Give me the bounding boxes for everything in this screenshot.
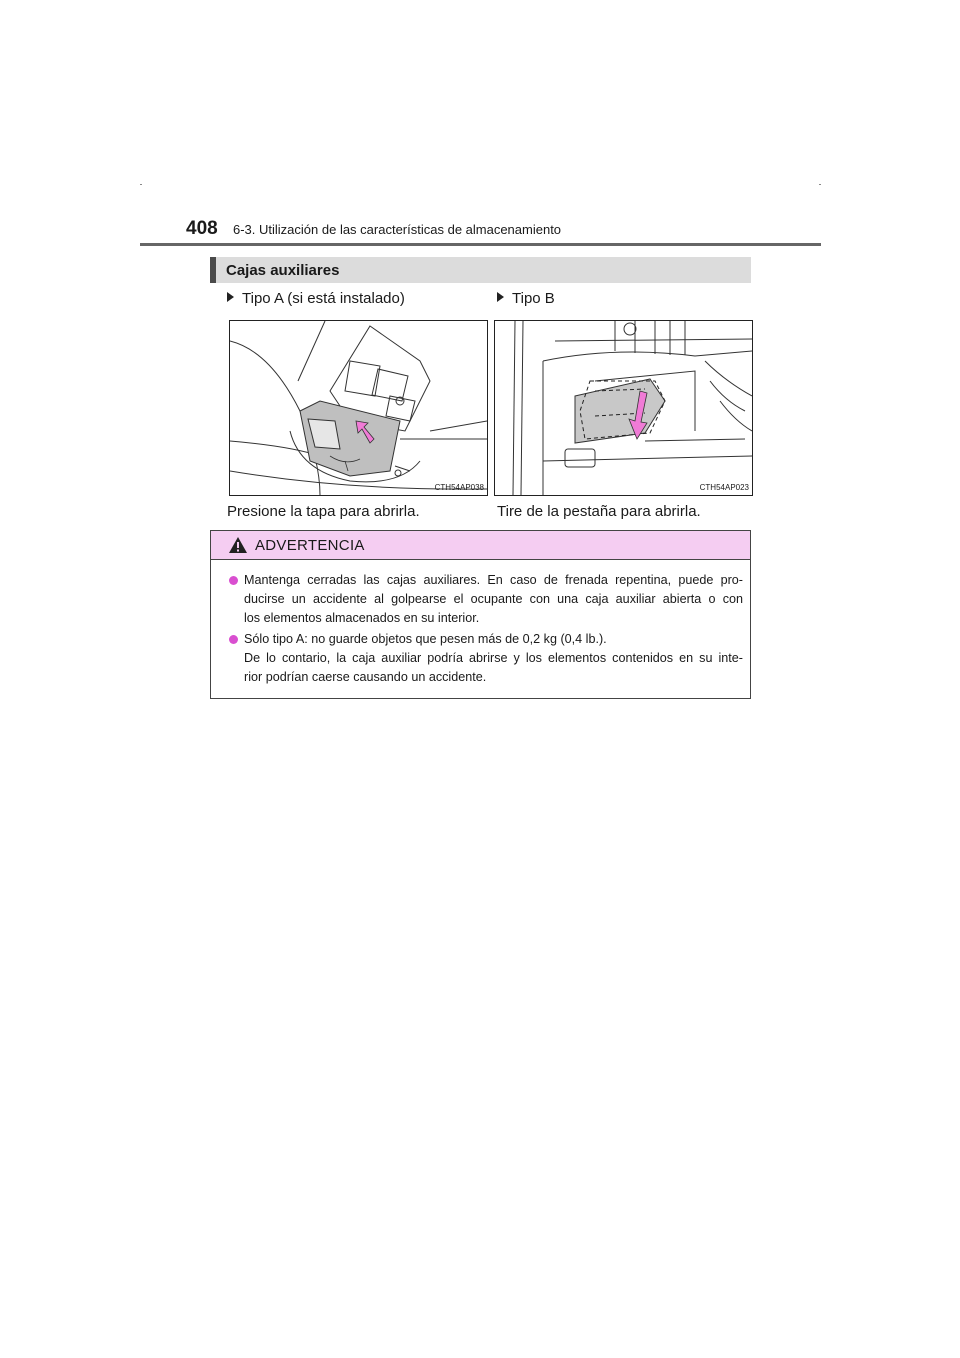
figure-type-b xyxy=(494,320,753,496)
header-rule xyxy=(140,243,821,246)
warning-text-line: rior podrían caerse causando un accidente. xyxy=(244,670,487,684)
figure-type-a xyxy=(229,320,488,496)
warning-item xyxy=(229,571,743,628)
overhead-console-illustration xyxy=(230,321,487,495)
dashboard-box-illustration xyxy=(495,321,752,495)
warning-item xyxy=(229,630,743,687)
crop-mark-left xyxy=(140,184,142,185)
crop-mark-right xyxy=(819,184,821,185)
warning-title: ADVERTENCIA xyxy=(255,537,365,554)
figure-caption-type-a: Presione la tapa para abrirla. xyxy=(227,503,420,520)
page-number: 408 xyxy=(186,218,218,239)
section-accent xyxy=(210,257,216,283)
warning-text-line: los elementos almacenados en su interior. xyxy=(244,611,480,625)
section-title: Cajas auxiliares xyxy=(226,262,340,279)
figure-code: CTH54AP038 xyxy=(434,483,484,492)
figure-label-type-a xyxy=(227,290,405,307)
bullet-icon xyxy=(229,635,238,644)
bullet-icon xyxy=(229,576,238,585)
warning-header xyxy=(211,531,750,560)
warning-text-line: Mantenga cerradas las cajas auxiliares. En caso de frenada repentina, puede pro- xyxy=(244,573,743,587)
warning-text-line: ducirse un accidente al golpearse el ocupante con una caja auxiliar abierta o con xyxy=(244,592,743,606)
section-heading-bar xyxy=(210,257,751,283)
triangle-bullet-icon xyxy=(497,292,504,302)
figure-caption-type-b: Tire de la pestaña para abrirla. xyxy=(497,503,701,520)
figure-label-text: Tipo B xyxy=(512,290,555,307)
warning-box xyxy=(210,530,751,699)
warning-text-line: De lo contario, la caja auxiliar podría abrirse y los elementos contenidos en su inte- xyxy=(244,651,743,665)
triangle-bullet-icon xyxy=(227,292,234,302)
figure-label-text: Tipo A (si está instalado) xyxy=(242,290,405,307)
chapter-title: 6-3. Utilización de las características de almacenamiento xyxy=(233,222,562,237)
figure-code: CTH54AP023 xyxy=(699,483,749,492)
warning-text-line: Sólo tipo A: no guarde objetos que pesen más de 0,2 kg (0,4 lb.). xyxy=(244,632,607,646)
warning-icon xyxy=(228,536,248,554)
figure-label-type-b xyxy=(497,290,555,307)
